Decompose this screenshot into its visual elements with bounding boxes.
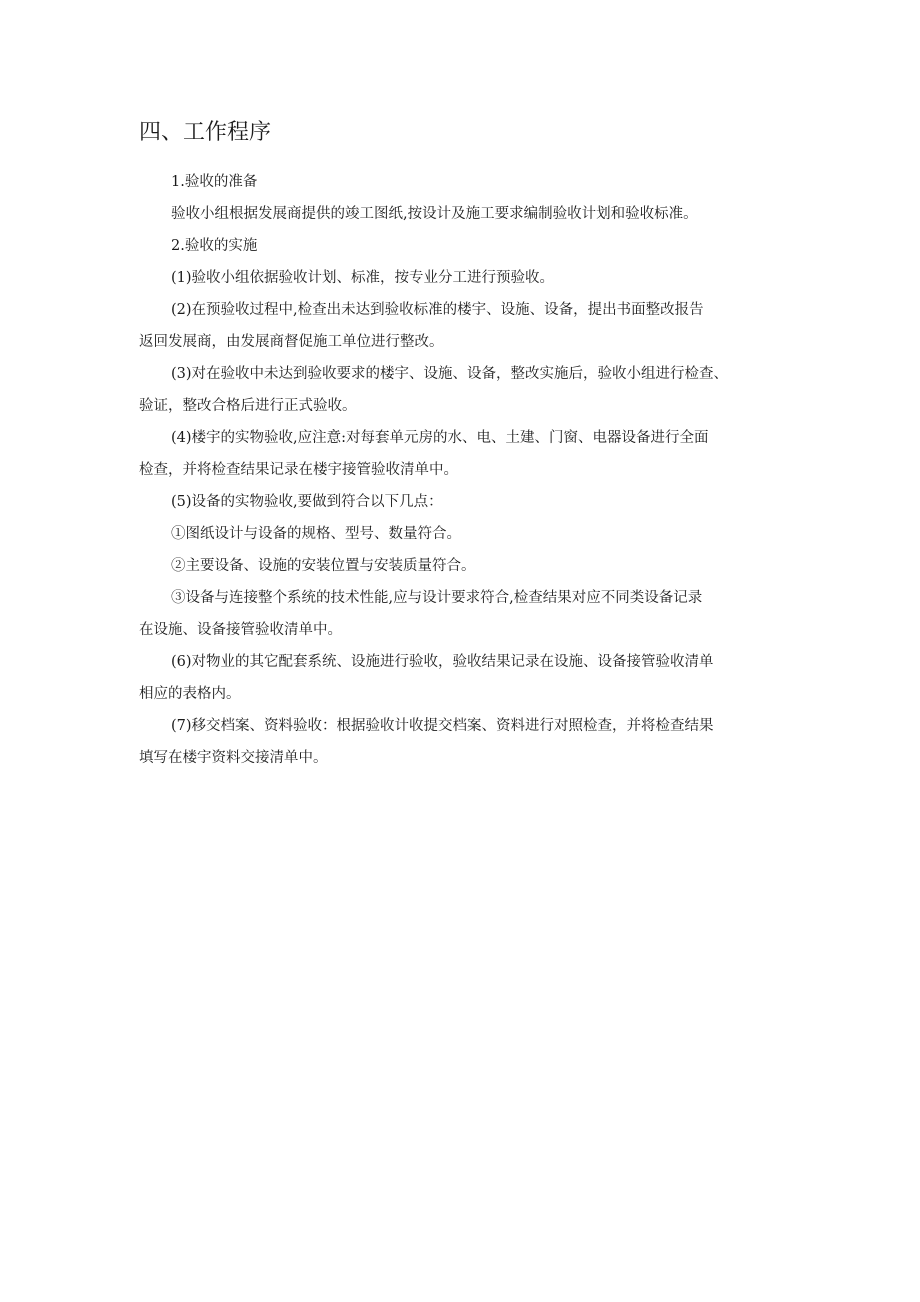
paragraph-2-line-1: 验收小组根据发展商提供的竣工图纸,按设计及施工要求编制验收计划和验收标准。: [171, 206, 698, 222]
paragraph-9-line-1: ①图纸设计与设备的规格、型号、数量符合。: [171, 526, 461, 542]
paragraph-13-line-2: 填写在楼宇资料交接清单中。: [139, 750, 328, 766]
paragraph-8-line-1: (5)设备的实物验收,要做到符合以下几点：: [171, 494, 443, 510]
paragraph-4-line-1: (1)验收小组依据验收计划、标准，按专业分工进行预验收。: [171, 270, 555, 286]
paragraph-5-line-1: (2)在预验收过程中,检查出未达到验收标准的楼宇、设施、设备，提出书面整改报告: [171, 302, 704, 318]
paragraph-6-line-1: (3)对在验收中未达到验收要求的楼宇、设施、设备，整改实施后，验收小组进行检查、: [171, 366, 729, 382]
section-heading: 四、工作程序: [139, 120, 272, 145]
paragraph-12-line-2: 相应的表格内。: [139, 686, 241, 702]
paragraph-11-line-1: ③设备与连接整个系统的技术性能,应与设计要求符合,检查结果对应不同类设备记录: [171, 590, 703, 606]
paragraph-6-line-2: 验证，整改合格后进行正式验收。: [139, 398, 357, 414]
paragraph-10-line-1: ②主要设备、设施的安装位置与安装质量符合。: [171, 558, 476, 574]
paragraph-13-line-1: (7)移交档案、资料验收：根据验收计收提交档案、资料进行对照检查，并将检查结果: [171, 718, 714, 734]
section-body: [139, 166, 789, 774]
paragraph-11-line-2: 在设施、设备接管验收清单中。: [139, 622, 342, 638]
paragraph-1-line-1: 1.验收的准备: [171, 174, 258, 190]
paragraph-3-line-1: 2.验收的实施: [171, 238, 258, 254]
paragraph-7-line-2: 检查，并将检查结果记录在楼宇接管验收清单中。: [139, 462, 458, 478]
paragraph-12-line-1: (6)对物业的其它配套系统、设施进行验收，验收结果记录在设施、设备接管验收清单: [171, 654, 714, 670]
paragraph-7-line-1: (4)楼宇的实物验收,应注意:对每套单元房的水、电、土建、门窗、电器设备进行全面: [171, 430, 709, 446]
paragraph-5-line-2: 返回发展商，由发展商督促施工单位进行整改。: [139, 334, 444, 350]
